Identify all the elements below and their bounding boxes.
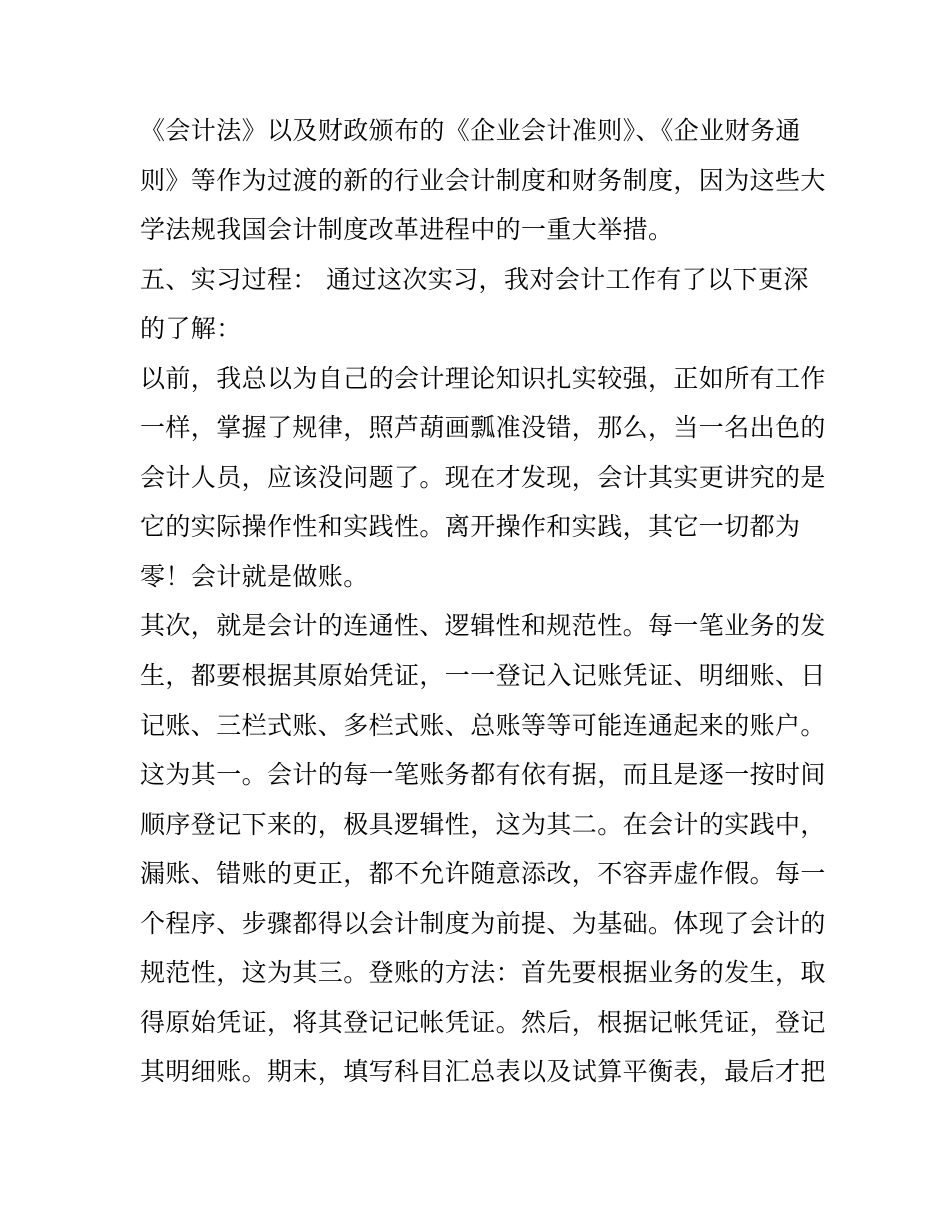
- text-line: 漏账、错账的更正，都不允许随意添改，不容弄虚作假。每一: [140, 859, 826, 889]
- text-line: 得原始凭证，将其登记记帐凭证。然后，根据记帐凭证，登记: [140, 1007, 826, 1037]
- body-text: [140, 106, 826, 1097]
- text-line: 会计人员，应该没问题了。现在才发现，会计其实更讲究的是: [140, 462, 826, 492]
- text-line: 学法规我国会计制度改革进程中的一重大举措。: [140, 215, 674, 245]
- text-line: 其明细账。期末，填写科目汇总表以及试算平衡表，最后才把: [140, 1057, 826, 1087]
- section-heading-line: 五、实习过程： 通过这次实习，我对会计工作有了以下更深: [140, 264, 809, 294]
- text-line: 规范性，这为其三。登账的方法：首先要根据业务的发生，取: [140, 958, 826, 988]
- text-line: 的了解：: [140, 314, 242, 344]
- text-line: 它的实际操作性和实践性。离开操作和实践，其它一切都为: [140, 512, 801, 542]
- text-line: 其次，就是会计的连通性、逻辑性和规范性。每一笔业务的发: [140, 611, 826, 641]
- text-line: 个程序、步骤都得以会计制度为前提、为基础。体现了会计的: [140, 908, 826, 938]
- text-line: 顺序登记下来的，极具逻辑性，这为其二。在会计的实践中，: [140, 809, 826, 839]
- text-line: 零！会计就是做账。: [140, 561, 369, 591]
- text-line: 以前，我总以为自己的会计理论知识扎实较强，正如所有工作: [140, 363, 826, 393]
- text-line: 生，都要根据其原始凭证，一一登记入记账凭证、明细账、日: [140, 661, 826, 691]
- text-line: 则》等作为过渡的新的行业会计制度和财务制度，因为这些大: [140, 165, 826, 195]
- text-line: 这为其一。会计的每一笔账务都有依有据，而且是逐一按时间: [140, 760, 826, 790]
- text-line: 一样，掌握了规律，照芦葫画瓢准没错，那么，当一名出色的: [140, 413, 826, 443]
- text-line: 《会计法》以及财政颁布的《企业会计准则》、《企业财务通: [140, 116, 801, 145]
- text-line: 记账、三栏式账、多栏式账、总账等等可能连通起来的账户。: [140, 710, 826, 740]
